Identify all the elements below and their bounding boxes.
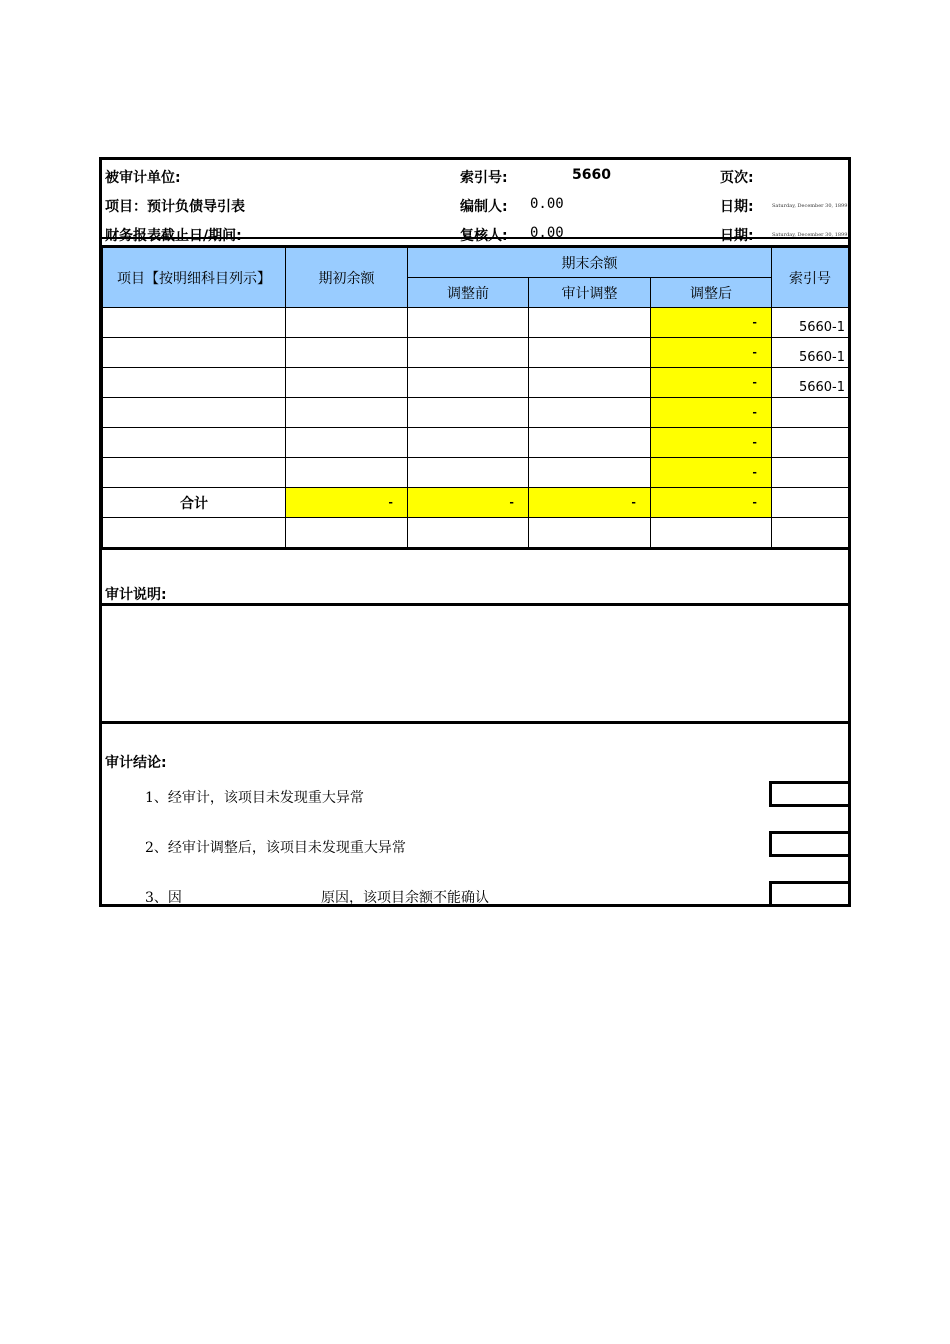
total-audit-adj-cell[interactable]: - bbox=[529, 488, 651, 518]
workpaper bbox=[99, 157, 851, 907]
opening-cell[interactable] bbox=[286, 398, 408, 428]
opening-cell[interactable] bbox=[286, 458, 408, 488]
before-cell[interactable] bbox=[408, 458, 529, 488]
opening-cell[interactable] bbox=[286, 368, 408, 398]
after-cell[interactable]: - bbox=[651, 368, 772, 398]
index-label: 索引号: bbox=[460, 170, 508, 186]
audit-adj-cell[interactable] bbox=[529, 368, 651, 398]
preparer-label: 编制人: bbox=[460, 199, 508, 215]
index-cell[interactable] bbox=[772, 458, 849, 488]
item-cell[interactable] bbox=[103, 398, 286, 428]
opening-cell[interactable] bbox=[286, 518, 408, 548]
index-cell[interactable]: 5660-1 bbox=[772, 338, 849, 368]
date-value-2[interactable]: Saturday, December 30, 1899 bbox=[772, 232, 848, 238]
before-cell[interactable] bbox=[408, 308, 529, 338]
date-value-1[interactable]: Saturday, December 30, 1899 bbox=[772, 203, 848, 209]
conclusion-checkbox-3[interactable] bbox=[769, 881, 851, 907]
before-cell[interactable] bbox=[408, 428, 529, 458]
index-cell[interactable]: 5660-1 bbox=[772, 368, 849, 398]
total-row bbox=[103, 488, 849, 518]
preparer-value[interactable]: 0.00 bbox=[530, 196, 564, 212]
table-row bbox=[103, 338, 849, 368]
table-row bbox=[103, 428, 849, 458]
period-label: 财务报表截止日/期间: bbox=[105, 228, 242, 244]
col-index-header: 索引号 bbox=[772, 248, 849, 308]
after-cell[interactable] bbox=[651, 518, 772, 548]
col-opening-header: 期初余额 bbox=[286, 248, 408, 308]
audit-adj-cell[interactable] bbox=[529, 458, 651, 488]
date-label-2: 日期: bbox=[720, 228, 754, 244]
index-cell[interactable] bbox=[772, 398, 849, 428]
opening-cell[interactable] bbox=[286, 428, 408, 458]
audit-adj-cell[interactable] bbox=[529, 428, 651, 458]
conclusion-option-3-prefix: 3、因 bbox=[145, 890, 182, 906]
conclusion-block bbox=[99, 721, 851, 907]
total-opening-cell[interactable]: - bbox=[286, 488, 408, 518]
before-cell[interactable] bbox=[408, 338, 529, 368]
total-index-cell[interactable] bbox=[772, 488, 849, 518]
header-row-2 bbox=[102, 191, 848, 219]
table-row bbox=[103, 308, 849, 338]
item-cell[interactable] bbox=[103, 338, 286, 368]
balance-table bbox=[102, 247, 849, 548]
after-cell[interactable]: - bbox=[651, 338, 772, 368]
header-row-3 bbox=[102, 220, 848, 248]
before-cell[interactable] bbox=[408, 518, 529, 548]
conclusion-option-3-suffix: 原因，该项目余额不能确认 bbox=[321, 890, 489, 906]
header-row-1 bbox=[102, 162, 848, 190]
total-after-cell[interactable]: - bbox=[651, 488, 772, 518]
col-after-header: 调整后 bbox=[651, 278, 772, 308]
audited-unit-label: 被审计单位: bbox=[105, 170, 181, 186]
project-label: 项目：预计负债导引表 bbox=[105, 199, 245, 215]
total-label: 合计 bbox=[103, 488, 286, 518]
table-row bbox=[103, 518, 849, 548]
item-cell[interactable] bbox=[103, 308, 286, 338]
table-row bbox=[103, 368, 849, 398]
index-cell[interactable] bbox=[772, 518, 849, 548]
date-label-1: 日期: bbox=[720, 199, 754, 215]
page-label: 页次: bbox=[720, 170, 754, 186]
table-row bbox=[103, 398, 849, 428]
after-cell[interactable]: - bbox=[651, 458, 772, 488]
conclusion-checkbox-2[interactable] bbox=[769, 831, 851, 857]
audit-adj-cell[interactable] bbox=[529, 398, 651, 428]
audit-adj-cell[interactable] bbox=[529, 518, 651, 548]
audit-adj-cell[interactable] bbox=[529, 308, 651, 338]
audit-notes-header bbox=[99, 548, 851, 606]
col-closing-group-header: 期末余额 bbox=[408, 248, 772, 278]
conclusion-label: 审计结论: bbox=[105, 755, 167, 771]
conclusion-checkbox-1[interactable] bbox=[769, 781, 851, 807]
conclusion-option-1: 1、经审计，该项目未发现重大异常 bbox=[145, 790, 364, 806]
after-cell[interactable]: - bbox=[651, 308, 772, 338]
after-cell[interactable]: - bbox=[651, 398, 772, 428]
reviewer-value[interactable]: 0.00 bbox=[530, 225, 564, 241]
item-cell[interactable] bbox=[103, 368, 286, 398]
audit-adj-cell[interactable] bbox=[529, 338, 651, 368]
col-audit-adj-header: 审计调整 bbox=[529, 278, 651, 308]
index-cell[interactable]: 5660-1 bbox=[772, 308, 849, 338]
index-cell[interactable] bbox=[772, 428, 849, 458]
opening-cell[interactable] bbox=[286, 308, 408, 338]
before-cell[interactable] bbox=[408, 368, 529, 398]
header-block bbox=[99, 157, 851, 244]
balance-table-wrapper bbox=[99, 245, 851, 548]
table-row bbox=[103, 458, 849, 488]
item-cell[interactable] bbox=[103, 428, 286, 458]
before-cell[interactable] bbox=[408, 398, 529, 428]
conclusion-option-2: 2、经审计调整后，该项目未发现重大异常 bbox=[145, 840, 406, 856]
total-before-cell[interactable]: - bbox=[408, 488, 529, 518]
item-cell[interactable] bbox=[103, 458, 286, 488]
col-before-header: 调整前 bbox=[408, 278, 529, 308]
after-cell[interactable]: - bbox=[651, 428, 772, 458]
opening-cell[interactable] bbox=[286, 338, 408, 368]
audit-notes-label: 审计说明: bbox=[105, 587, 167, 603]
audit-notes-area[interactable] bbox=[99, 606, 851, 721]
col-item-header: 项目【按明细科目列示】 bbox=[103, 248, 286, 308]
reviewer-label: 复核人: bbox=[460, 228, 508, 244]
index-value[interactable]: 5660 bbox=[572, 167, 611, 183]
item-cell[interactable] bbox=[103, 518, 286, 548]
